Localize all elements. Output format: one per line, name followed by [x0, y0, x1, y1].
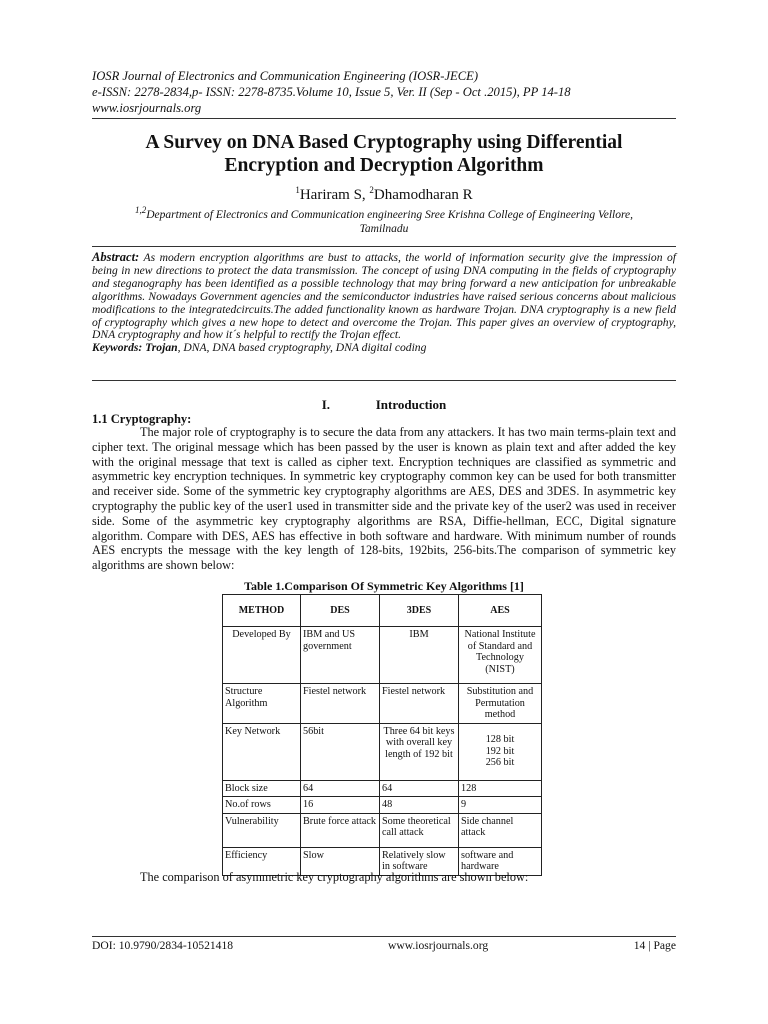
table-cell: 64	[380, 780, 459, 797]
table-cell: 64	[301, 780, 380, 797]
journal-name: IOSR Journal of Electronics and Communication Engineering (IOSR-JECE)	[92, 69, 479, 83]
table-cell: Fiestel network	[301, 684, 380, 724]
journal-url: www.iosrjournals.org	[92, 101, 202, 115]
table-cell: Vulnerability	[223, 813, 301, 847]
paper-title-line1: A Survey on DNA Based Cryptography using Differential	[145, 132, 623, 153]
footer-doi: DOI: 10.9790/2834-10521418	[92, 939, 234, 952]
abstract-label: Abstract:	[92, 250, 140, 264]
paper-title	[92, 131, 676, 177]
journal-issn: e-ISSN: 2278-2834,p- ISSN: 2278-8735.Volume 10, Issue 5, Ver. II (Sep - Oct .2015), PP 14-18	[92, 85, 571, 99]
author2-name: Dhamodharan R	[373, 187, 473, 203]
comparison-table	[222, 594, 542, 876]
table-cell: software and hardware	[459, 847, 542, 875]
table-cell: Efficiency	[223, 847, 301, 875]
header-rule	[92, 118, 676, 119]
table-cell: 48	[380, 797, 459, 814]
table-header-row	[223, 595, 542, 627]
table-cell: Structure Algorithm	[223, 684, 301, 724]
table-row	[223, 684, 542, 724]
table-cell: Block size	[223, 780, 301, 797]
table-cell: 128 bit 192 bit 256 bit	[459, 723, 542, 780]
affiliation-superscript: 1,2	[134, 205, 147, 216]
table-cell: IBM	[380, 627, 459, 684]
table-row	[223, 723, 542, 780]
footer-site: www.iosrjournals.org	[388, 939, 489, 952]
table-cell: No.of rows	[223, 797, 301, 814]
keywords-label: Keywords: Trojan	[92, 341, 178, 355]
table-cell: Side channel attack	[459, 813, 542, 847]
author1-name: Hariram S,	[299, 187, 370, 203]
affiliation-line1: Department of Electronics and Communication engineering Sree Krishna College of Engineering Vellore,	[146, 209, 633, 221]
table-cell: Substitution and Permutation method	[459, 684, 542, 724]
table-cell: 16	[301, 797, 380, 814]
table-caption: Table 1.Comparison Of Symmetric Key Algorithms [1]	[244, 579, 524, 593]
table-row	[223, 797, 542, 814]
affiliation	[92, 205, 676, 236]
section-number: I.	[321, 397, 331, 412]
body-paragraph: The major role of cryptography is to secure the data from any attackers. It has two main terms-plain text and cipher text. The original message which has been passed by the user is known as plain text and after added the key with the original message that text is called as cipher text. Encryption techniques are classified as symmetric and asymmetric key encryption techniques. In symmetric key cryptography common key can be used for both transmitter and receiver side. Some of the symmetric key cryptography algorithms are AES, DES and 3DES. In asymmetric key cryptography the public key of the user1 used in transmitter side and the private key of the user2 was used in receiver side. Some of the asymmetric key cryptography algorithms are RSA, Diffie-hellman, ECC, Digital signature algorithm. Compare with DES, AES has effective in both software and hardware. With minimum number of rounds AES encrypts the message with the key length of 128-bits, 192bits, 256-bits.The comparison of symmetric key algorithms are shown below:	[92, 425, 676, 573]
table-cell: Fiestel network	[380, 684, 459, 724]
section-title: Introduction	[375, 397, 447, 412]
abstract-bottom-rule	[92, 380, 676, 381]
authors	[92, 186, 676, 204]
abstract-top-rule	[92, 246, 676, 247]
table-cell: Some theoretical call attack	[380, 813, 459, 847]
paper-title-line2: Encryption and Decryption Algorithm	[224, 155, 544, 176]
closing-paragraph: The comparison of asymmetric key cryptography algorithms are shown below:	[140, 870, 529, 884]
abstract	[92, 251, 676, 355]
table-cell: National Institute of Standard and Technology (NIST)	[459, 627, 542, 684]
table-cell: Relatively slow in software	[380, 847, 459, 875]
table-cell: 56bit	[301, 723, 380, 780]
section-heading	[92, 397, 676, 413]
table-cell: Slow	[301, 847, 380, 875]
table-cell: IBM and US government	[301, 627, 380, 684]
table-header-cell: 3DES	[380, 595, 459, 627]
footer-rule	[92, 936, 676, 937]
author2-superscript: 2	[369, 185, 374, 195]
subsection-title: 1.1 Cryptography:	[92, 412, 192, 426]
author1-superscript: 1	[295, 185, 300, 195]
table-row	[223, 780, 542, 797]
table-header-cell: AES	[459, 595, 542, 627]
table-cell: Brute force attack	[301, 813, 380, 847]
affiliation-line2: Tamilnadu	[359, 223, 409, 235]
table-cell: Key Network	[223, 723, 301, 780]
table-cell: 128	[459, 780, 542, 797]
table-row	[223, 813, 542, 847]
table-header-cell: DES	[301, 595, 380, 627]
table-header-cell: METHOD	[223, 595, 301, 627]
abstract-text: As modern encryption algorithms are bust to attacks, the world of information security give the impression of being in new directions to protect the data transmission. The concept of using DNA computing in the fields of cryptography and steganography has been identified as a possible technology that may bring forward a new anticipation for unbreakable algorithms. Nowadays Government agencies and the semiconductor industries have raised serious concerns about malicious modifications to the integratedcircuits.The added functionality known as hardware Trojan. DNA cryptography is a new field of cryptography which gives a new hope to detect and overcome the Trojan. This paper gives an overview of cryptography, DNA cryptography and how it´s helpful to rectify the Trojan effect.	[92, 251, 676, 342]
keywords	[92, 342, 676, 355]
keywords-list: , DNA, DNA based cryptography, DNA digital coding	[177, 341, 427, 355]
footer-page-number: 14 | Page	[633, 939, 676, 952]
journal-header	[92, 68, 682, 116]
table-cell: 9	[459, 797, 542, 814]
table-cell: Three 64 bit keys with overall key length of 192 bit	[380, 723, 459, 780]
table-row	[223, 627, 542, 684]
table-cell: Developed By	[223, 627, 301, 684]
